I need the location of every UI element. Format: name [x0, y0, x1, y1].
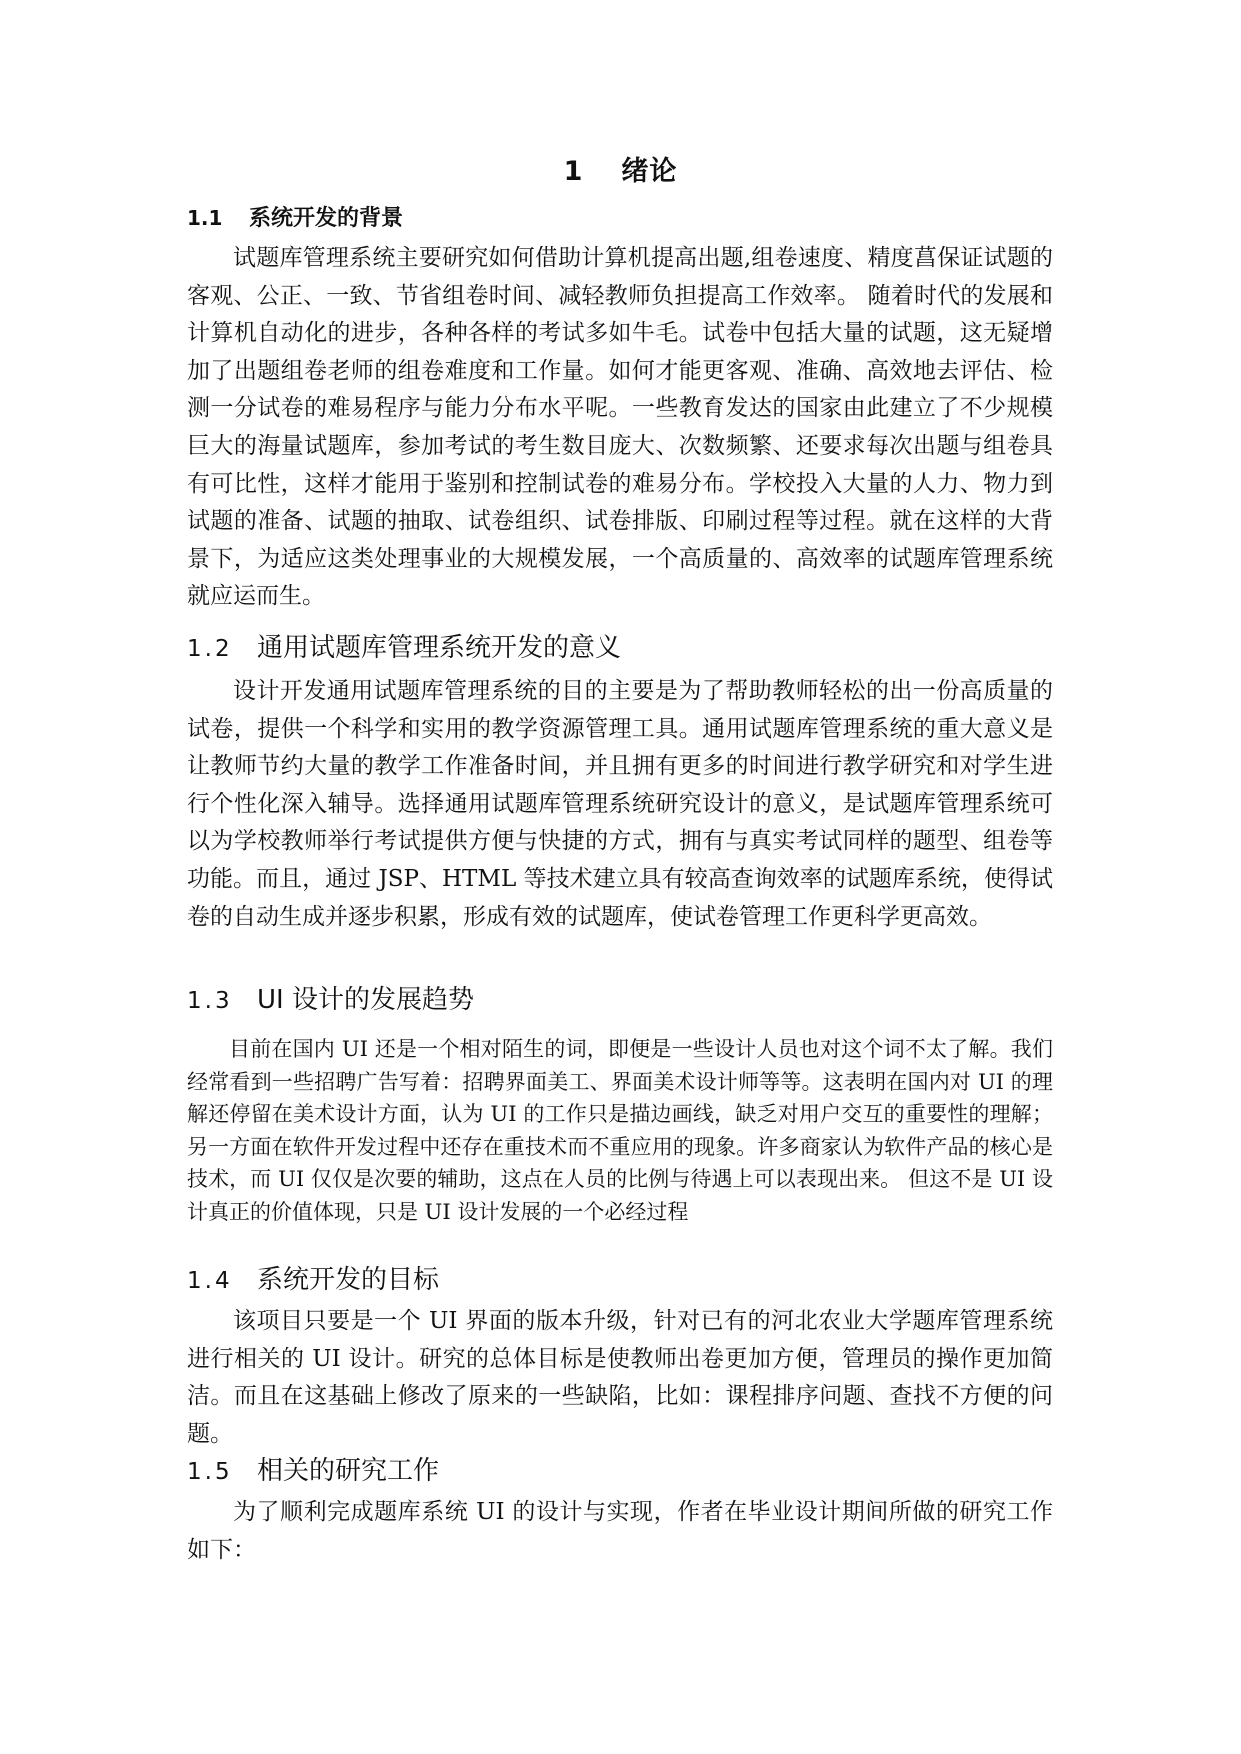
section-title: 通用试题库管理系统开发的意义 — [257, 633, 622, 663]
section-title: 系统开发的目标 — [257, 1265, 440, 1295]
section-number: 1.1 — [187, 206, 223, 230]
section-1-2-paragraph: 设计开发通用试题库管理系统的目的主要是为了帮助教师轻松的出一份高质量的试卷，提供一个科学和实用的教学资源管理工具。通用试题库管理系统的重大意义是让教师节约大量的教学工作准备时间，并且拥有更多的时间进行教学研究和对学生进行个性化深入辅导。选择通用试题库管理系统研究设计的意义，是试题库管理系统可以为学校教师举行考试提供方便与快捷的方式，拥有与真实考试同样的题型、组卷等功能。而且，通过 JSP、HTML 等技术建立具有较高查询效率的试题库系统，使得试卷的自动生成并逐步积累，形成有效的试题库，使试卷管理工作更科学更高效。 — [187, 678, 1053, 930]
section-heading-1-5 — [187, 1453, 439, 1490]
section-title: 相关的研究工作 — [257, 1456, 440, 1486]
section-heading-1-3 — [187, 982, 474, 1019]
chapter-heading: 绪论 — [621, 156, 678, 187]
section-number: 1.4 — [187, 1268, 233, 1294]
section-1-1-paragraph: 试题库管理系统主要研究如何借助计算机提高出题,组卷速度、精度菖保证试题的客观、公正、一致、节省组卷时间、减轻教师负担提高工作效率。 随着时代的发展和计算机自动化的进步，各种各样的考试多如牛毛。试卷中包括大量的试题，这无疑增加了出题组卷老师的组卷难度和工作量。如何才能更客观、准确、高效地去评估、检测一分试卷的难易程序与能力分布水平呢。一些教育发达的国家由此建立了不少规模巨大的海量试题库，参加考试的考生数目庞大、次数频繁、还要求每次出题与组卷具有可比性，这样才能用于鉴别和控制试卷的难易分布。学校投入大量的人力、物力到试题的准备、试题的抽取、试卷组织、试卷排版、印刷过程等过程。就在这样的大背景下，为适应这类处理事业的大规模发展，一个高质量的、高效率的试题库管理系统就应运而生。 — [187, 245, 1053, 610]
section-title: 系统开发的背景 — [249, 206, 404, 231]
section-heading-1-2 — [187, 630, 621, 667]
section-number: 1.2 — [187, 636, 233, 662]
section-heading-1-4 — [187, 1262, 439, 1299]
section-title: UI 设计的发展趋势 — [257, 985, 474, 1015]
chapter-number: 1 — [563, 156, 584, 187]
section-heading-1-1 — [187, 202, 403, 235]
section-number: 1.3 — [187, 988, 233, 1014]
section-1-4-paragraph: 该项目只要是一个 UI 界面的版本升级，针对已有的河北农业大学题库管理系统进行相关的 UI 设计。研究的总体目标是使教师出卷更加方便，管理员的操作更加简洁。而且在这基础上修改了原来的一些缺陷，比如：课程排序问题、查找不方便的问题。 — [187, 1308, 1053, 1447]
section-1-5-paragraph: 为了顺利完成题库系统 UI 的设计与实现，作者在毕业设计期间所做的研究工作如下： — [187, 1499, 1053, 1563]
section-number: 1.5 — [187, 1459, 233, 1485]
chapter-title — [0, 152, 1241, 192]
section-1-3-paragraph: 目前在国内 UI 还是一个相对陌生的词，即便是一些设计人员也对这个词不太了解。我们经常看到一些招聘广告写着：招聘界面美工、界面美术设计师等等。这表明在国内对 UI 的理解还停留在美术设计方面，认为 UI 的工作只是描边画线，缺乏对用户交互的重要性的理解；另一方面在软件开发过程中还存在重技术而不重应用的现象。许多商家认为软件产品的核心是技术，而 UI 仅仅是次要的辅助，这点在人员的比例与待遇上可以表现出来。 但这不是 UI 设计真正的价值体现，只是 UI 设计发展的一个必经过程 — [187, 1037, 1053, 1224]
